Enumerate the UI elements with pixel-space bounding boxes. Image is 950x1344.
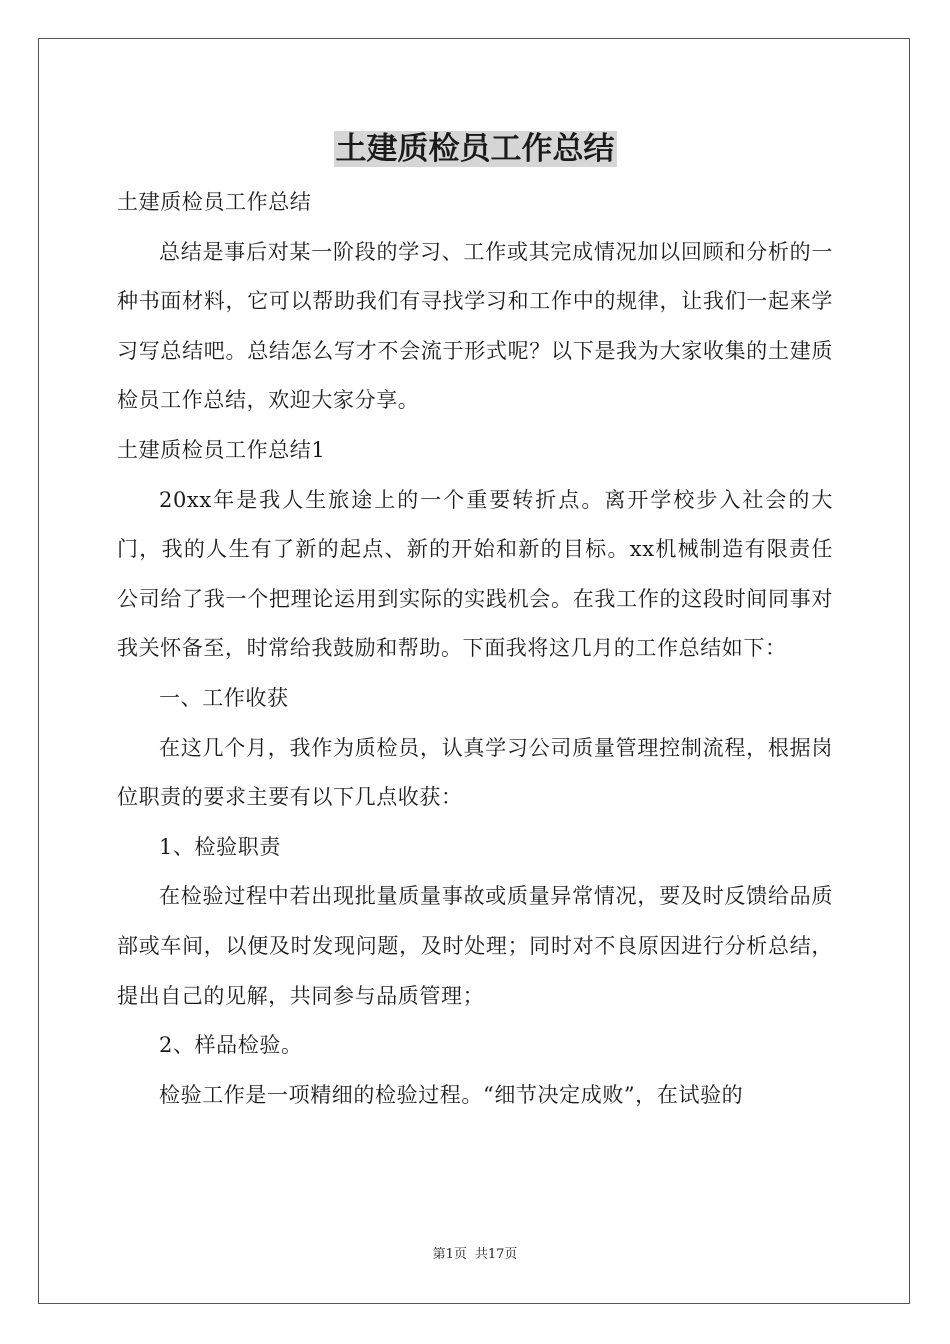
- body-paragraph: 检验工作是一项精细的检验过程。“细节决定成败”，在试验的: [159, 1082, 744, 1107]
- page-total: 共17页: [474, 1247, 518, 1262]
- page-footer: [0, 1246, 950, 1264]
- list-item-inspection-duty: 1、检验职责: [159, 834, 281, 859]
- document-title-text: 土建质检员工作总结: [335, 131, 615, 167]
- subtitle-paragraph: 土建质检员工作总结: [117, 190, 312, 214]
- section-heading: 土建质检员工作总结1: [117, 437, 326, 462]
- body-paragraph: 在检验过程中若出现批量质量事故或质量异常情况，要及时反馈给品质部或车间，以便及时发现问题，及时处理；同时对不良原因进行分析总结，提出自己的见解，共同参与品质管理；: [117, 884, 833, 1008]
- list-item-sample-inspection: 2、样品检验。: [159, 1033, 303, 1058]
- body-paragraph: 在这几个月，我作为质检员，认真学习公司质量管理控制流程，根据岗位职责的要求主要有以下几点收获：: [117, 735, 833, 810]
- document-title: [0, 128, 950, 170]
- document-body: [117, 178, 833, 1120]
- subheading-work-gains: 一、工作收获: [159, 685, 289, 710]
- body-paragraph: 20xx年是我人生旅途上的一个重要转折点。离开学校步入社会的大门，我的人生有了新的起点、新的开始和新的目标。xx机械制造有限责任公司给了我一个把理论运用到实际的实践机会。在我工作的这段时间同事对我关怀备至，时常给我鼓励和帮助。下面我将这几月的工作总结如下：: [117, 487, 833, 661]
- page-number: 第1页: [432, 1247, 467, 1262]
- intro-paragraph: 总结是事后对某一阶段的学习、工作或其完成情况加以回顾和分析的一种书面材料，它可以帮助我们有寻找学习和工作中的规律，让我们一起来学习写总结吧。总结怎么写才不会流于形式呢？以下是我为大家收集的土建质检员工作总结，欢迎大家分享。: [117, 239, 833, 413]
